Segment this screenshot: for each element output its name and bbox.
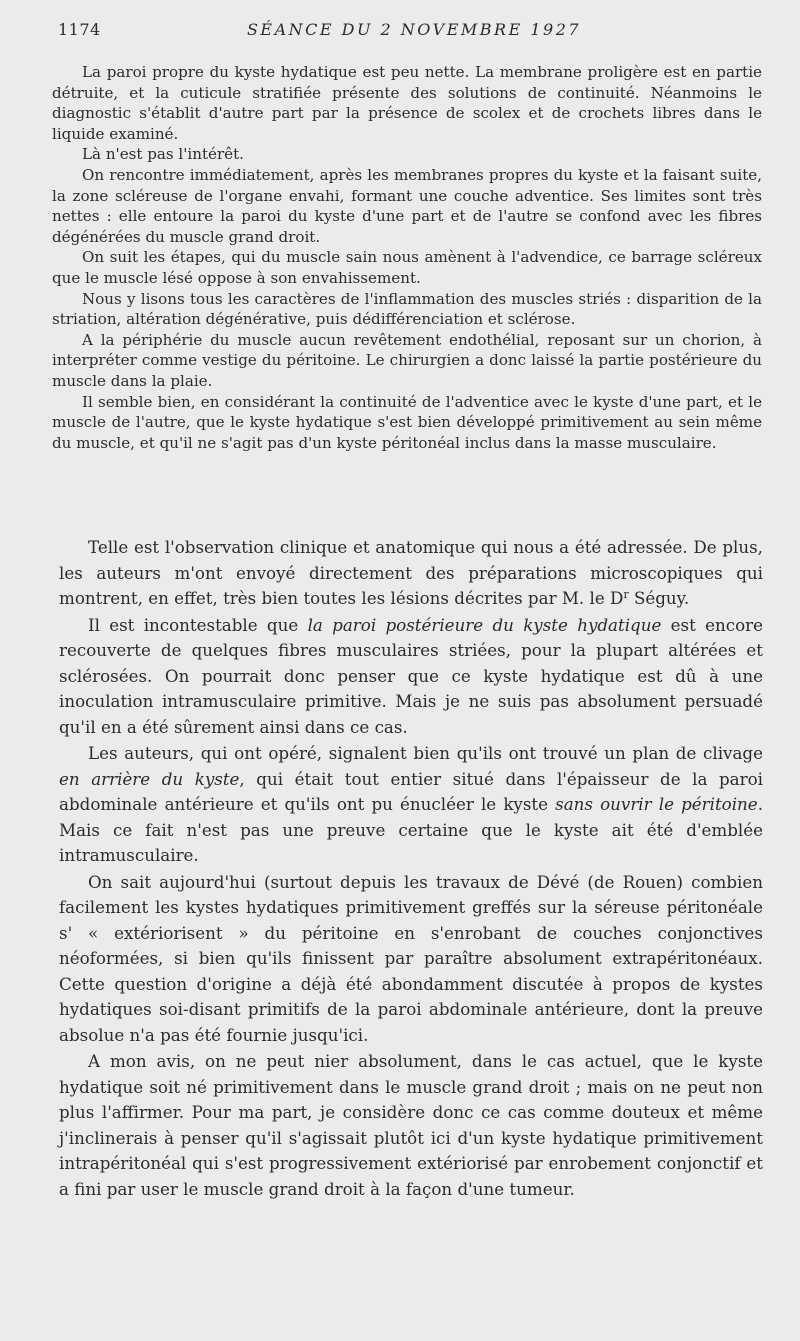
paragraph: A la périphérie du muscle aucun revêtement endothélial, reposant sur un chorion, à interpréter comme vestige du péritoine. Le chirurgien a donc laissé la partie postérieure du muscle dans la plaie. xyxy=(52,330,762,390)
paragraph xyxy=(59,613,763,741)
italic-phrase: sans ouvrir le péritoine xyxy=(555,794,758,814)
text-run: Les auteurs, qui ont opéré, signalent bien qu'ils ont trouvé un plan de clivage xyxy=(88,743,763,763)
paragraph: Il semble bien, en considérant la continuité de l'adventice avec le kyste d'une part, et le muscle de l'autre, que le kyste hydatique s'est bien développé primitivement au sein même du muscle, et qu'il ne s'agit pas d'un kyste péritonéal inclus dans la masse musculaire. xyxy=(52,392,762,452)
running-title: SÉANCE DU 2 NOVEMBRE 1927 xyxy=(246,20,582,39)
text-run: Telle est l'observation clinique et anatomique qui nous a été adressée. De plus, les auteurs m'ont envoyé directement des préparations microscopiques qui montrent, en effet, très bien toutes les lésions décrites par M. le D xyxy=(59,537,763,608)
paragraph: On suit les étapes, qui du muscle sain nous amènent à l'advendice, ce barrage scléreux que le muscle lésé oppose à son envahissement. xyxy=(52,248,762,287)
paragraph: On sait aujourd'hui (surtout depuis les travaux de Dévé (de Rouen) combien facilement les kystes hydatiques primitivement greffés sur la séreuse péritonéale s' « extériorisent » du péritoine en s'enrobant de couches conjonctives néoformées, si bien qu'ils finissent par paraître absolument extrapéritonéaux. Cette question d'origine a déjà été abondamment discutée à propos de kystes hydatiques soi-disant primitifs de la paroi abdominale antérieure, dont la preuve absolue n'a pas été fournie jusqu'ici. xyxy=(59,871,763,1045)
paragraph xyxy=(59,741,763,869)
superscript: r xyxy=(623,588,629,602)
text-run: est encore recouverte de quelques fibres musculaires striées, pour la plupart altérées et sclérosées. On pourrait donc penser que ce kyste hydatique est dû à une inoculation intramusculaire primitive. Mais je ne suis pas absolument persuadé qu'il en a été sûrement ainsi dans ce cas. xyxy=(59,614,764,737)
italic-phrase: la paroi postérieure du kyste hydatique xyxy=(307,614,662,635)
text-run: , qui était tout entier situé dans l'épaisseur de la paroi abdominale antérieure et qu'ils ont pu énucléer le kyste xyxy=(59,768,763,814)
paragraph: Là n'est pas l'intérêt. xyxy=(82,145,244,164)
paragraph: A mon avis, on ne peut nier absolument, dans le cas actuel, que le kyste hydatique soit né primitivement dans le muscle grand droit ; mais on ne peut non plus l'affirmer. Pour ma part, je considère donc ce cas comme douteux et même j'inclinerais à penser qu'il s'agissait plutôt ici d'un kyste hydatique primitivement intrapéritonéal qui s'est progressivement extériorisé par enrobement conjonctif et a fini par user le muscle grand droit à la façon d'une tumeur. xyxy=(59,1051,763,1199)
text-run: Séguy. xyxy=(628,588,690,608)
text-run: . Mais ce fait n'est pas une preuve certaine que le kyste ait été d'emblée intramusculaire. xyxy=(59,794,763,865)
paragraph xyxy=(59,535,763,612)
page-header xyxy=(58,20,770,44)
text-run: Il est incontestable que xyxy=(88,614,308,635)
paragraph: La paroi propre du kyste hydatique est peu nette. La membrane proligère est en partie détruite, et la cuticule stratifiée présente des solutions de continuité. Néanmoins le diagnostic s'établit d'autre part par la présence de scolex et de crochets libres dans le liquide examiné. xyxy=(52,63,762,143)
discussion-section xyxy=(59,535,763,1202)
pathology-report-section xyxy=(52,62,762,453)
paragraph: Nous y lisons tous les caractères de l'inflammation des muscles striés : disparition de la striation, altération dégénérative, puis dédifférenciation et sclérose. xyxy=(52,289,762,329)
page-number: 1174 xyxy=(58,20,101,39)
paragraph: On rencontre immédiatement, après les membranes propres du kyste et la faisant suite, la zone scléreuse de l'organe envahi, formant une couche adventice. Ses limites sont très nettes : elle entoure la paroi du kyste d'une part et de l'autre se confond avec les fibres dégénérées du muscle grand droit. xyxy=(52,165,762,246)
italic-phrase: en arrière du kyste xyxy=(59,768,240,789)
